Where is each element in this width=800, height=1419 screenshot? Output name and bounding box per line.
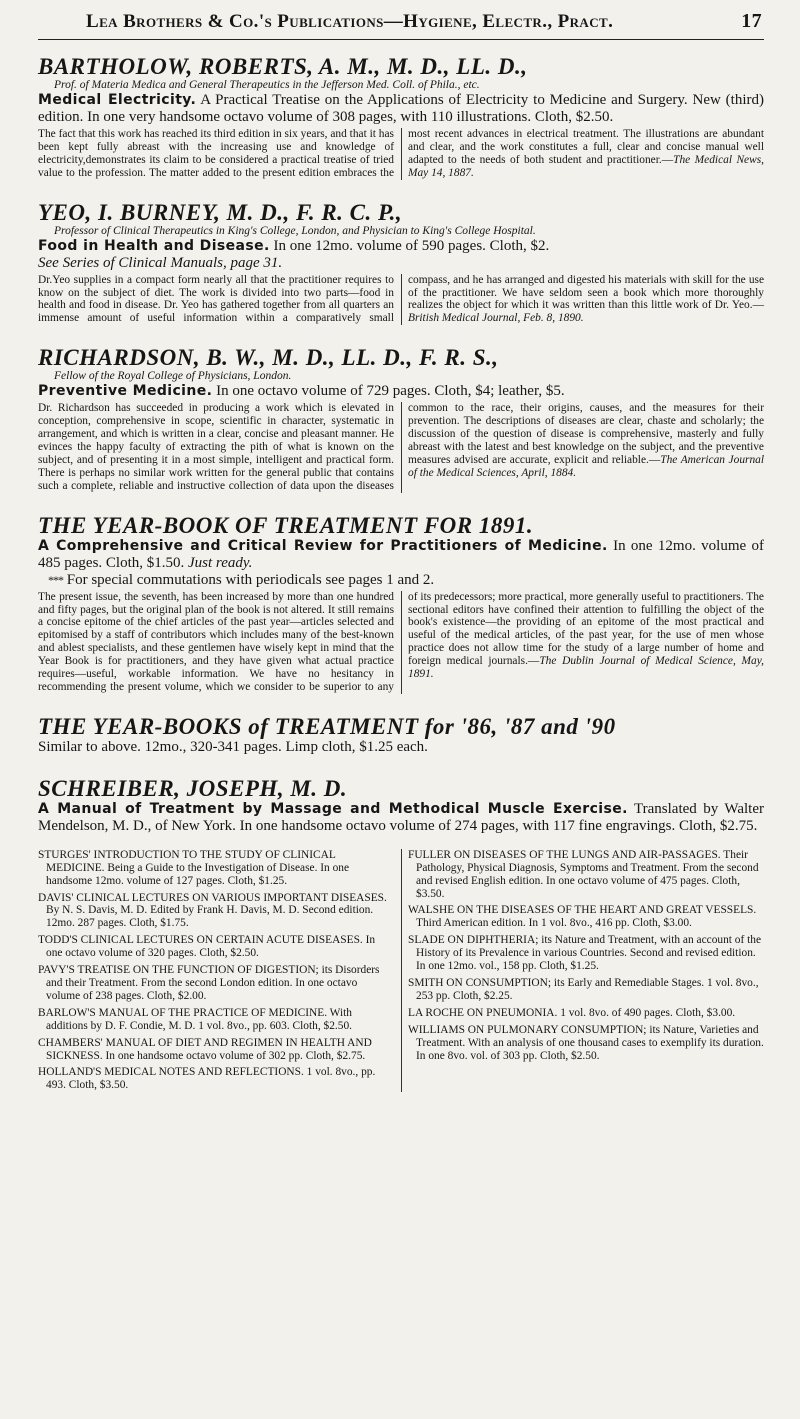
review-source: The American Journal of the Medical Sciences, April, 1884. — [408, 453, 764, 479]
list-item: HOLLAND'S MEDICAL NOTES AND REFLECTIONS. 1 vol. 8vo., pp. 493. Cloth, $3.50. — [38, 1066, 376, 1092]
author-affiliation: Fellow of the Royal College of Physicians, London. — [54, 370, 292, 383]
book-list — [38, 849, 764, 1092]
book-description — [38, 538, 764, 572]
list-item: CHAMBERS' MANUAL OF DIET AND REGIMEN IN HEALTH AND SICKNESS. In one handsome octavo volume of 302 pp. Cloth, $2.75. — [38, 1036, 372, 1062]
book-description — [38, 238, 764, 255]
book-description — [38, 801, 764, 835]
author-heading: YEO, I. BURNEY, M. D., F. R. C. P., — [38, 199, 403, 225]
book-details: In one octavo volume of 729 pages. Cloth, $4; leather, $5. — [216, 383, 565, 400]
book-heading: THE YEAR-BOOKS of TREATMENT for '86, '87 and '90 — [38, 713, 616, 739]
commutation-note — [38, 572, 764, 589]
review-body: Dr.Yeo supplies in a compact form nearly all that the practitioner requires to know on the subject of diet. The work is divided into two parts—food in health and food in disease. Dr. Yeo has gathered together from all quarters an immense amount of useful information within a comparatively small compass, and he has arranged and digested his materials with skill for the use of the practitioner. We have seldom seen a book which more thoroughly realizes the object for which it was written than this little work of Dr. Yeo.— — [38, 273, 764, 325]
list-item: DAVIS' CLINICAL LECTURES ON VARIOUS IMPORTANT DISEASES. By N. S. Davis, M. D. Edited by Frank H. Davis, M. D. Second edition. 12mo. 287 pages. Cloth, $1.75. — [38, 891, 387, 930]
list-item: BARLOW'S MANUAL OF THE PRACTICE OF MEDICINE. With additions by D. F. Condie, M. D. 1 vol. 8vo., pp. 603. Cloth, $2.50. — [38, 1006, 353, 1032]
list-item: TODD'S CLINICAL LECTURES ON CERTAIN ACUTE DISEASES. In one octavo volume of 320 pages. Cloth, $2.50. — [38, 934, 376, 960]
review-text — [38, 591, 764, 694]
review-source: The Medical News, May 14, 1887. — [408, 153, 764, 179]
review-text — [38, 274, 764, 326]
list-item: SLADE ON DIPHTHERIA; its Nature and Treatment, with an account of the History of its Prevalence in various Countries. Second and revised edition. In one 12mo. vol., 158 pp. Cloth, $1.25. — [408, 934, 762, 973]
entry-bartholow — [38, 54, 764, 180]
list-item: WILLIAMS ON PULMONARY CONSUMPTION; its Nature, Varieties and Treatment. With an analysis of one thousand cases to exemplify its duration. In one 8vo. vol. of 303 pp. Cloth, $2.50. — [408, 1023, 764, 1062]
list-item: STURGES' INTRODUCTION TO THE STUDY OF CLINICAL MEDICINE. Being a Guide to the Investigation of Disease. In one handsome 12mo. volume of 127 pages. Cloth, $1.25. — [38, 848, 350, 887]
book-description — [38, 383, 764, 400]
review-source: British Medical Journal, Feb. 8, 1890. — [408, 312, 584, 325]
book-title: A Comprehensive and Critical Review for Practitioners of Medicine. — [38, 537, 608, 554]
book-title: Food in Health and Disease. — [38, 237, 270, 254]
entry-yeo — [38, 200, 764, 326]
entry-richardson — [38, 345, 764, 492]
book-description — [38, 92, 764, 126]
list-item: SMITH ON CONSUMPTION; its Early and Remediable Stages. 1 vol. 8vo., 253 pp. Cloth, $2.25. — [408, 977, 759, 1002]
see-also-text: See Series of Clinical Manuals, page 31. — [38, 254, 283, 271]
review-text — [38, 402, 764, 492]
list-item: LA ROCHE ON PNEUMONIA. 1 vol. 8vo. of 490 pages. Cloth, $3.00. — [408, 1006, 736, 1019]
review-text — [38, 128, 764, 180]
book-title: A Manual of Treatment by Massage and Methodical Muscle Exercise. — [38, 800, 628, 817]
review-source: The Dublin Journal of Medical Science, May, 1891. — [408, 655, 765, 681]
entry-year-books — [38, 714, 764, 756]
author-heading: RICHARDSON, B. W., M. D., LL. D., F. R. S., — [38, 345, 499, 371]
book-details: Similar to above. 12mo., 320-341 pages. Limp cloth, $1.25 each. — [38, 738, 428, 755]
author-heading: SCHREIBER, JOSEPH, M. D. — [38, 775, 348, 801]
asterism: *** — [48, 572, 63, 587]
entry-year-book-1891 — [38, 513, 764, 694]
running-header — [38, 10, 764, 40]
book-details: In one 12mo. volume of 590 pages. Cloth, $2. — [273, 237, 550, 254]
list-item: FULLER ON DISEASES OF THE LUNGS AND AIR-PASSAGES. Their Pathology, Physical Diagnosis, Symptoms and Treatment. From the second and revised English edition. In one octavo volume of 475 pages. Cloth, $3.50. — [408, 848, 759, 900]
book-heading: THE YEAR-BOOK OF TREATMENT FOR 1891. — [38, 512, 534, 538]
see-also — [38, 255, 764, 272]
running-title: Lea Brothers & Co.'s Publications—Hygiene, Electr., Pract. — [86, 11, 614, 32]
book-details: In one 12mo. volume of 485 pages. Cloth, $1.50. — [38, 537, 765, 571]
list-item: WALSHE ON THE DISEASES OF THE HEART AND GREAT VESSELS. Third American edition. In 1 vol. 8vo., 416 pp. Cloth, $3.00. — [408, 904, 757, 930]
book-title: Medical Electricity. — [38, 92, 197, 108]
list-item: PAVY'S TREATISE ON THE FUNCTION OF DIGESTION; its Disorders and their Treatment. From the second London edition. In one octavo volume of 238 pages. Cloth, $2.00. — [38, 964, 380, 1002]
book-title: Preventive Medicine. — [38, 383, 213, 400]
just-ready: Just ready. — [188, 554, 253, 571]
book-details: Translated by Walter Mendelson, M. D., of New York. In one handsome octavo volume of 274 pages, with 117 fine engravings. Cloth, $2.75. — [38, 800, 764, 834]
review-body: The present issue, the seventh, has been increased by more than one hundred and fifty pages, but the original plan of the book is not altered. It still remains a concise epitome of the chief articles of the past year—articles selected and epitomised by a staff of contributors which includes many of the best-known and ablest specialists, and these gentlemen have wisely kept in mind that the Year Book is for practitioners, and they have given what actual practice requires—useful, workable information. We have no hesitancy in recommending the present volume, which we consider to be superior to any of its predecessors; more practical, more generally useful to practitioners. The sectional editors have confined their attention to fulfilling the object of the book's existence—the providing of an epitome of the most practical and useful of the medical articles, of the past year, for the use of men whose practice does not allow time for the study of a large number of home and foreign medical journals.— — [38, 590, 764, 693]
author-affiliation: Professor of Clinical Therapeutics in King's College, London, and Physician to King's College Hospital. — [54, 224, 536, 237]
note-text: For special commutations with periodicals see pages 1 and 2. — [66, 571, 435, 588]
review-body: The fact that this work has reached its third edition in six years, and that it has been kept fully abreast with the increasing use and knowledge of electricity,demonstrates its claim to be considered a practical treatise of tried value to the profession. The matter added to the present edition embraces the most recent advances in electrical treatment. The illustrations are abundant and clear, and the work constitutes a full, clear and concise manual well adapted to the needs of both student and practitioner.— — [38, 128, 764, 179]
author-heading: BARTHOLOW, ROBERTS, A. M., M. D., LL. D., — [38, 54, 528, 79]
author-affiliation: Prof. of Materia Medica and General Therapeutics in the Jefferson Med. Coll. of Phila., etc. — [54, 79, 480, 91]
page-number: 17 — [741, 10, 762, 32]
entry-schreiber — [38, 776, 764, 835]
book-details: A Practical Treatise on the Applications of Electricity to Medicine and Surgery. New (third) edition. In one very handsome octavo volume of 308 pages, with 110 illustrations. Cloth, $2.50. — [38, 92, 764, 125]
review-body: Dr. Richardson has succeeded in producing a work which is elevated in conception, comprehensive in scope, scientific in character, systematic in arrangement, and which is written in a clear, concise and pleasant manner. He evinces the happy faculty of extracting the pith of what is known on the subject, and of presenting it in a most simple, intelligent and practical form. There is perhaps no similar work written for the general public that contains such a complete, reliable and instructive collection of data upon the diseases common to the race, their origins, causes, and the measures for their prevention. The descriptions of diseases are clear, chaste and scholarly; the discussion of the question of disease is comprehensive, masterly and fully abreast with the latest and best knowledge on the subject, and the preventive measures advised are accurate, explicit and reliable.— — [38, 402, 764, 492]
